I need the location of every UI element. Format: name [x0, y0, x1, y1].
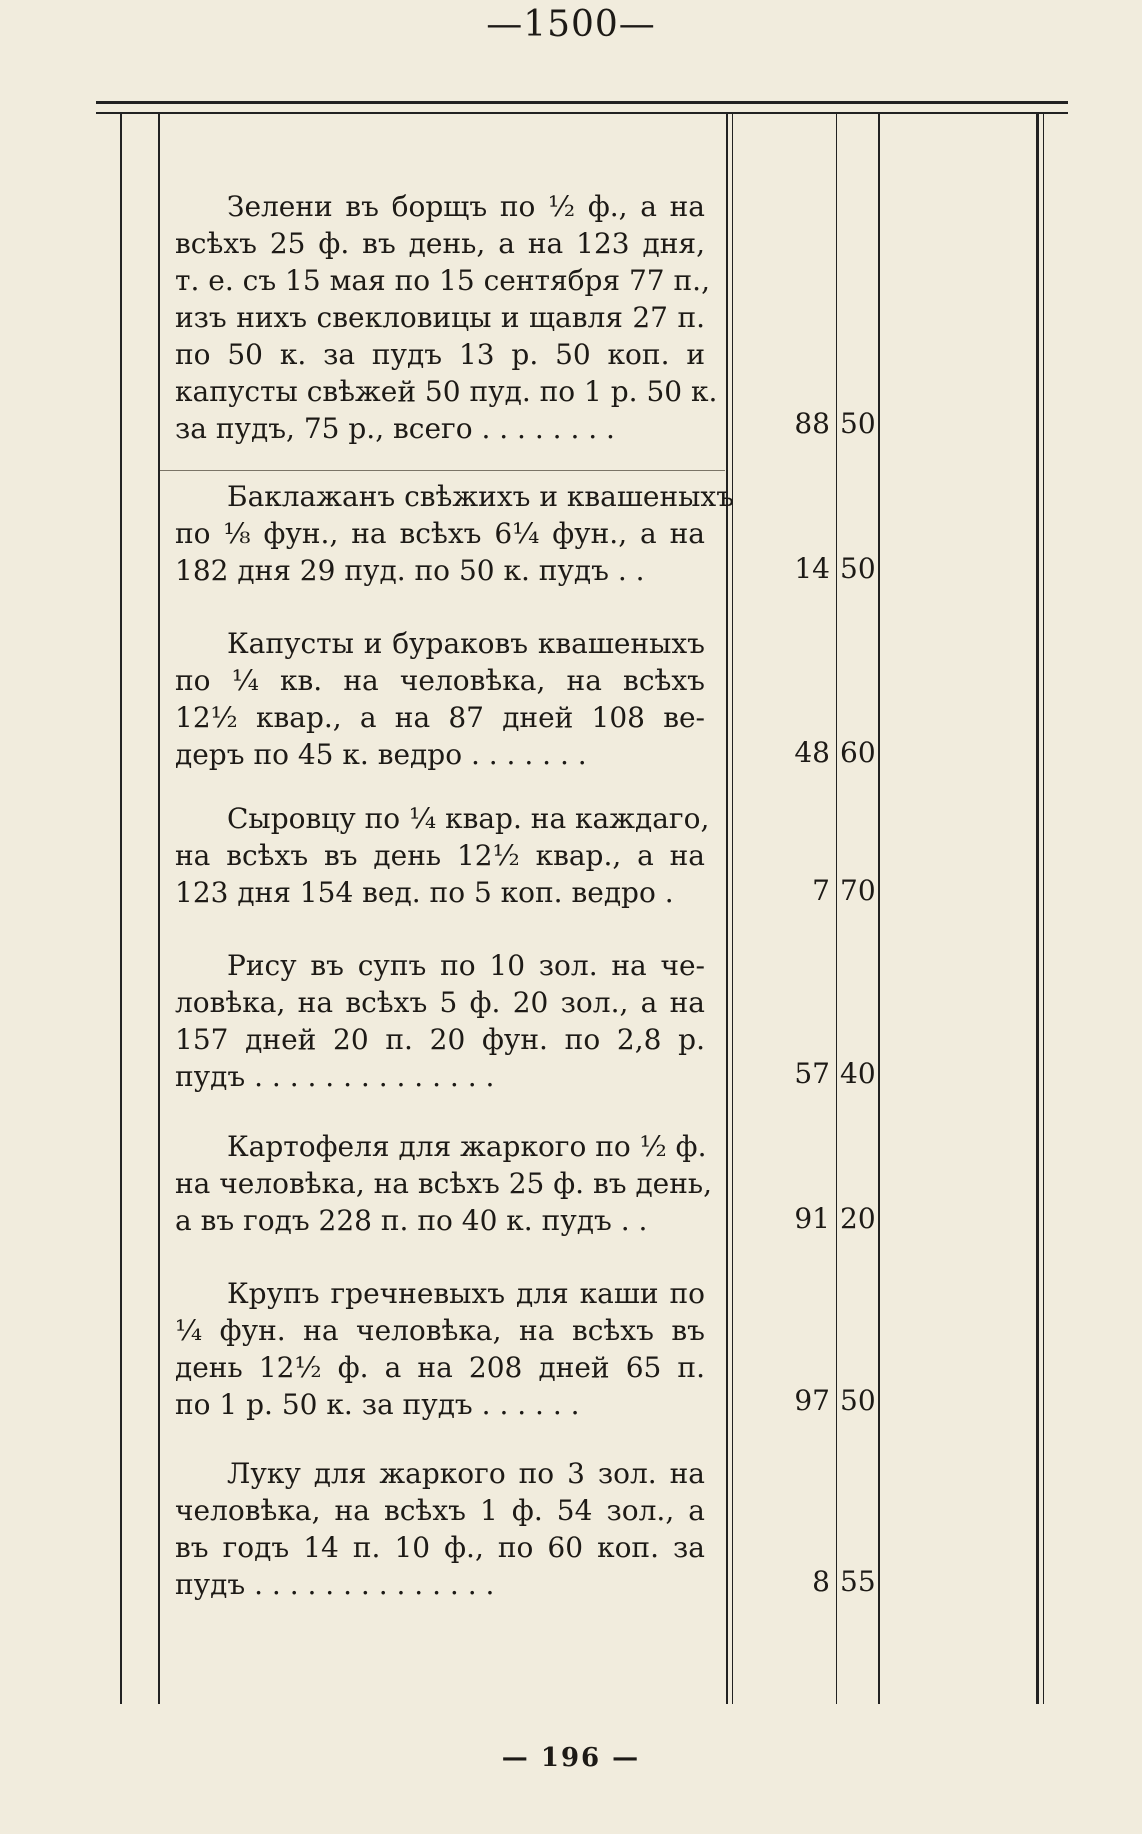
entry-line: по ⅛ фун., на всѣхъ 6¼ фун., а на	[175, 517, 705, 550]
entry-line: ловѣка, на всѣхъ 5 ф. 20 зол., а на	[175, 986, 705, 1019]
entry-line: по ¼ кв. на человѣка, на всѣхъ	[175, 664, 705, 697]
entry-line: деръ по 45 к. ведро . . . . . . .	[175, 738, 587, 771]
entry-separator	[160, 470, 725, 471]
ledger-entry	[175, 947, 705, 1095]
entry-line: т. е. съ 15 мая по 15 сентября 77 п.,	[175, 264, 710, 297]
ledger-entry	[175, 625, 705, 773]
entry-line: Сыровцу по ¼ квар. на каждаго,	[227, 802, 710, 835]
column-line	[836, 114, 837, 1704]
ledger-entry	[175, 478, 735, 589]
entry-line: Баклажанъ свѣжихъ и квашеныхъ	[227, 480, 735, 513]
entry-line: ¼ фун. на человѣка, на всѣхъ въ	[175, 1314, 705, 1347]
column-line	[1036, 114, 1039, 1704]
entry-line: Капусты и бураковъ квашеныхъ	[227, 627, 705, 660]
top-rule-thin	[96, 112, 1068, 114]
entry-line: а въ годъ 228 п. по 40 к. пудъ . .	[175, 1204, 648, 1237]
amount-kopecks: 50	[840, 552, 876, 585]
entry-line: по 1 р. 50 к. за пудъ . . . . . .	[175, 1388, 580, 1421]
entry-line: день 12½ ф. а на 208 дней 65 п.	[175, 1351, 705, 1384]
column-line	[120, 114, 122, 1704]
entry-line: на всѣхъ въ день 12½ квар., а на	[175, 839, 705, 872]
amount-rubles: 8	[812, 1565, 830, 1598]
page-header-number: —1500—	[486, 4, 656, 45]
ledger-entry	[175, 1275, 705, 1423]
entry-line: пудъ . . . . . . . . . . . . . .	[175, 1568, 495, 1601]
entry-line: Картофеля для жаркого по ½ ф.	[227, 1130, 707, 1163]
amount-kopecks: 70	[840, 874, 876, 907]
amount-kopecks: 40	[840, 1057, 876, 1090]
amount-kopecks: 20	[840, 1202, 876, 1235]
ledger-entry	[175, 1128, 713, 1239]
amount-kopecks: 50	[840, 407, 876, 440]
entry-line: 12½ квар., а на 87 дней 108 ве-	[175, 701, 705, 734]
amount-rubles: 88	[794, 407, 830, 440]
column-line	[726, 114, 728, 1704]
entry-line: въ годъ 14 п. 10 ф., по 60 коп. за	[175, 1531, 705, 1564]
entry-line: человѣка, на всѣхъ 1 ф. 54 зол., а	[175, 1494, 705, 1527]
entry-line: за пудъ, 75 р., всего . . . . . . . .	[175, 412, 615, 445]
entry-line: Луку для жаркого по 3 зол. на	[227, 1457, 705, 1490]
entry-line: Крупъ гречневыхъ для каши по	[227, 1277, 705, 1310]
amount-kopecks: 55	[840, 1565, 876, 1598]
entry-line: Рису въ супъ по 10 зол. на че-	[227, 949, 705, 982]
column-line	[1043, 114, 1044, 1704]
column-line	[878, 114, 880, 1704]
entry-line: изъ нихъ свекловицы и щавля 27 п.	[175, 301, 705, 334]
amount-rubles: 57	[794, 1057, 830, 1090]
page-footer-number: — 196 —	[501, 1743, 641, 1773]
amount-rubles: 14	[794, 552, 830, 585]
amount-rubles: 91	[794, 1202, 830, 1235]
entry-line: по 50 к. за пудъ 13 р. 50 коп. и	[175, 338, 705, 371]
column-line	[158, 114, 160, 1704]
ledger-entry	[175, 800, 710, 911]
entry-line: 157 дней 20 п. 20 фун. по 2,8 р.	[175, 1023, 705, 1056]
amount-rubles: 7	[812, 874, 830, 907]
entry-line: 123 дня 154 вед. по 5 коп. ведро .	[175, 876, 674, 909]
amount-rubles: 97	[794, 1384, 830, 1417]
amount-kopecks: 50	[840, 1384, 876, 1417]
amount-rubles: 48	[794, 736, 830, 769]
column-line	[732, 114, 733, 1704]
ledger-entry	[175, 188, 718, 447]
ledger-entry	[175, 1455, 705, 1603]
entry-line: капусты свѣжей 50 пуд. по 1 р. 50 к.	[175, 375, 718, 408]
entry-line: всѣхъ 25 ф. въ день, а на 123 дня,	[175, 227, 705, 260]
entry-line: 182 дня 29 пуд. по 50 к. пудъ . .	[175, 554, 645, 587]
entry-line: Зелени въ борщъ по ½ ф., а на	[227, 190, 705, 223]
entry-line: пудъ . . . . . . . . . . . . . .	[175, 1060, 495, 1093]
amount-kopecks: 60	[840, 736, 876, 769]
top-rule	[96, 101, 1068, 104]
entry-line: на человѣка, на всѣхъ 25 ф. въ день,	[175, 1167, 713, 1200]
